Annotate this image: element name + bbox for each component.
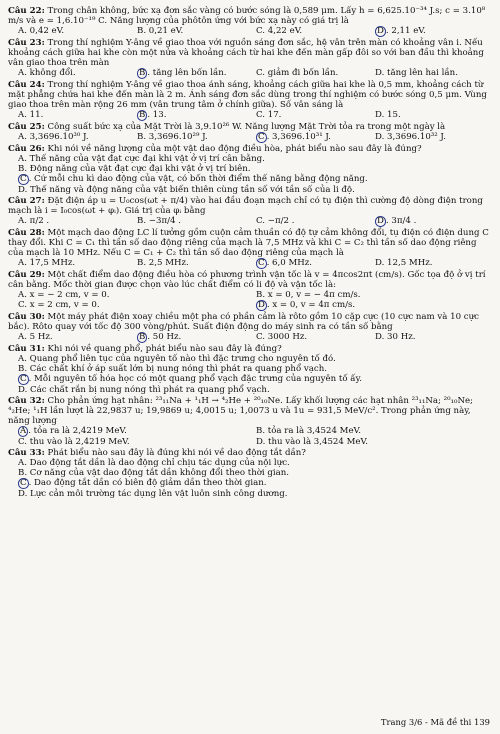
option-line [18, 174, 494, 185]
answer-option[interactable]: D . 3π/4 . [377, 216, 417, 227]
answer-option[interactable]: B. Động năng của vật đạt cực đại khi vật ở vị trí biên. [18, 163, 251, 174]
question-stem: Câu 26: Khi nói về năng lượng của một vật dao động điều hòa, phát biểu nào sau đây là đúng? [8, 143, 422, 154]
answer-option[interactable]: A. x = − 2 cm, v = 0. [18, 289, 110, 300]
option-letter: A [18, 68, 25, 79]
question-block [8, 448, 494, 499]
answer-option[interactable]: D. thu vào là 3,4524 MeV. [256, 436, 368, 447]
marked-answer-circle: C [258, 132, 265, 143]
option-letter: D [375, 258, 382, 269]
question-block [8, 80, 494, 121]
options-row [8, 132, 494, 143]
question-block [8, 122, 494, 143]
options-row [8, 332, 494, 343]
option-letter: D [18, 384, 25, 395]
option-letter: A [18, 458, 25, 469]
option-letter: B [18, 163, 25, 174]
answer-option[interactable]: A. không đổi. [18, 68, 76, 79]
page-footer: Trang 3/6 - Mã đề thi 139 [380, 717, 490, 728]
question-block [8, 196, 494, 227]
answer-option[interactable]: C. 17. [256, 110, 282, 121]
question-stem: Câu 31: Khi nói về quang phổ, phát biểu nào sau đây là đúng? [8, 343, 282, 354]
question-stem: Câu 25: Công suất bức xạ của Mặt Trời là 3,9.10²⁶ W. Năng lượng Mặt Trời tỏa ra trong một ngày là [8, 121, 446, 132]
option-letter: A [18, 331, 25, 342]
question-stem: Câu 29: Một chất điểm dao động điều hòa có phương trình vận tốc là v = 4πcos2πt (cm/s). Gốc tọa độ ở vị trí cân bằng. Mốc thời gian được chọn vào lúc chất điểm có li độ và vận tốc là: [8, 269, 486, 290]
option-letter: C [256, 68, 263, 79]
question-stem: Câu 30: Một máy phát điện xoay chiều một pha có phần cảm là rôto gồm 10 cặp cực (10 cực nam và 10 cực bắc). Rôto quay với tốc độ 300 vòng/phút. Suất điện động do máy sinh ra có tần số bằng [8, 311, 479, 332]
answer-option[interactable]: C. giảm đi bốn lần. [256, 68, 339, 79]
answer-option[interactable]: B . tăng lên bốn lần. [139, 68, 227, 79]
option-line [18, 385, 494, 395]
question-block [8, 396, 494, 447]
answer-option[interactable]: A. Dao động tắt dần là dao động chỉ chịu tác dụng của nội lực. [18, 458, 290, 469]
answer-option[interactable]: B . 13. [139, 110, 167, 121]
option-letter: A [18, 132, 25, 143]
option-letter: C [256, 331, 263, 342]
options-row [8, 258, 494, 269]
answer-option[interactable]: A . tỏa ra là 2,4219 MeV. [20, 426, 127, 437]
answer-option[interactable]: D. Các chất rắn bị nung nóng thì phát ra quang phổ vạch. [18, 384, 270, 395]
options-row [8, 68, 494, 79]
answer-option[interactable]: D . x = 0, v = 4π cm/s. [258, 300, 356, 311]
option-letter: A [18, 353, 25, 364]
question-stem: Câu 27: Đặt điện áp u = U₀cos(ωt + π/4) vào hai đầu đoạn mạch chỉ có tụ điện thì cường độ dòng điện trong mạch là i = I₀cos(ωt + φᵢ). Giá trị của φᵢ bằng [8, 195, 483, 216]
answer-option[interactable]: D. 3,3696.10³² J. [375, 132, 446, 143]
answer-option[interactable]: C . Cứ mỗi chu kì dao động của vật, có bốn thời điểm thế năng bằng động năng. [20, 174, 368, 185]
option-letter: C [256, 26, 263, 37]
option-letter: D [375, 68, 382, 79]
options-row [8, 26, 494, 37]
answer-option[interactable]: B. x = 0, v = − 4π cm/s. [256, 289, 361, 300]
question-stem: Câu 24: Trong thí nghiệm Y-âng về giao thoa ánh sáng, khoảng cách giữa hai khe là 0,5 mm, khoảng cách từ mặt phẳng chứa hai khe đến màn là 2 m. Ánh sáng đơn sắc dùng trong thí nghiệm có bước sóng 0,5 μm. Vùng giao thoa trên màn rộng 26 mm (vân trung tâm ở chính giữa). Số vân sáng là [8, 79, 487, 111]
answer-option[interactable]: A. 11. [18, 110, 44, 121]
option-letter: C [256, 110, 263, 121]
answer-option[interactable]: A. Thế năng của vật đạt cực đại khi vật ở vị trí cân bằng. [18, 153, 265, 164]
option-line [18, 468, 494, 478]
option-letter: B [137, 26, 144, 37]
question-block [8, 6, 494, 37]
question-stem: Câu 28: Một mạch dao động LC lí tưởng gồm cuộn cảm thuần có độ tự cảm không đổi, tụ điện có điện dung C thay đổi. Khi C = C₁ thì tần số dao động riêng của mạch là 7,5 MHz và khi C = C₂ thì tần số dao động riêng của mạch là 10 MHz. Nếu C = C₁ + C₂ thì tần số dao động riêng của mạch là [8, 227, 489, 258]
answer-option[interactable]: A. 17,5 MHz. [18, 258, 76, 269]
answer-option[interactable]: B. Cơ năng của vật dao động tắt dần không đổi theo thời gian. [18, 468, 290, 479]
option-letter: A [18, 110, 25, 121]
answer-option[interactable]: B. Các chất khí ở áp suất lớn bị nung nóng thì phát ra quang phổ vạch. [18, 363, 327, 374]
marked-answer-circle: D [258, 300, 265, 311]
answer-option[interactable]: C. −π/2 . [256, 216, 295, 227]
marked-answer-circle: B [139, 68, 146, 79]
answer-option[interactable]: D . 2,11 eV. [377, 26, 426, 37]
answer-option[interactable]: A. 3,3696.10³⁰ J. [18, 132, 89, 143]
answer-option[interactable]: C . Mỗi nguyên tố hóa học có một quang phổ vạch đặc trưng của nguyên tố ấy. [20, 374, 363, 384]
option-line [18, 354, 494, 364]
option-letter: A [18, 26, 25, 37]
question-block [8, 144, 494, 195]
question-list [8, 6, 494, 499]
question-stem: Câu 32: Cho phản ứng hạt nhân: ²³₁₁Na + ¹₁H → ⁴₂He + ²⁰₁₀Ne. Lấy khối lượng các hạt nhân ²³₁₁Na; ²⁰₁₀Ne; ⁴₂He; ¹₁H lần lượt là 22,9837 u; 19,9869 u; 4,0015 u; 1,0073 u và 1u = 931,5 MeV/c². Trong phản ứng này, năng lượng [8, 395, 473, 427]
answer-option[interactable]: A. Quang phổ liên tục của nguyên tố nào thì đặc trưng cho nguyên tố đó. [18, 353, 336, 364]
answer-option[interactable]: B . 50 Hz. [139, 331, 182, 342]
options-row [8, 300, 494, 311]
question-block [8, 312, 494, 343]
option-letter: D [375, 331, 382, 342]
answer-option[interactable]: D. Thế năng và động năng của vật biến thiên cùng tần số với tần số của li độ. [18, 184, 355, 195]
answer-option[interactable]: B. 2,5 MHz. [137, 258, 189, 269]
option-letter: B [18, 468, 25, 479]
answer-option[interactable]: B. −3π/4 . [137, 216, 181, 227]
question-stem: Câu 33: Phát biểu nào sau đây là đúng khi nói về dao động tắt dần? [8, 447, 306, 458]
answer-option[interactable]: D. 15. [375, 110, 401, 121]
answer-option[interactable]: C. 4,22 eV. [256, 26, 303, 37]
option-letter: B [18, 363, 25, 374]
option-letter: D [375, 110, 382, 121]
answer-option[interactable]: B. 3,3696.10²⁹ J. [137, 132, 208, 143]
answer-option[interactable]: B. 0,21 eV. [137, 26, 184, 37]
option-letter: C [18, 436, 25, 447]
marked-answer-circle: B [139, 110, 146, 121]
option-line [18, 185, 494, 195]
option-letter: D [18, 184, 25, 195]
answer-option[interactable]: C. thu vào là 2,4219 MeV. [18, 436, 130, 447]
options-row [8, 110, 494, 121]
option-letter: A [18, 153, 25, 164]
option-line [18, 489, 494, 499]
marked-answer-circle: A [20, 426, 27, 437]
option-letter: D [375, 132, 382, 143]
option-letter: B [256, 426, 263, 437]
option-letter: A [18, 258, 25, 269]
option-line [18, 374, 494, 385]
option-letter: C [18, 300, 25, 311]
options-row [8, 426, 494, 437]
question-block [8, 270, 494, 311]
option-letter: B [137, 258, 144, 269]
option-line [18, 478, 494, 489]
question-block [8, 344, 494, 395]
marked-answer-circle: C [258, 258, 265, 269]
answer-option[interactable]: D. 12,5 MHz. [375, 258, 433, 269]
marked-answer-circle: C [20, 174, 27, 185]
answer-option[interactable]: A. 0,42 eV. [18, 26, 65, 37]
option-letter: D [18, 488, 25, 499]
marked-answer-circle: D [377, 216, 384, 227]
marked-answer-circle: C [20, 478, 27, 489]
question-block [8, 228, 494, 269]
question-block [8, 38, 494, 79]
answer-option[interactable]: D. Lực cản môi trường tác dụng lên vật luôn sinh công dương. [18, 488, 288, 499]
answer-option[interactable]: D. 30 Hz. [375, 331, 416, 342]
answer-option[interactable]: C . Dao động tắt dần có biên độ giảm dần theo thời gian. [20, 478, 267, 489]
answer-option[interactable]: A. π/2 . [18, 216, 50, 227]
option-letter: B [256, 289, 263, 300]
question-stem: Câu 22: Trong chân không, bức xạ đơn sắc vàng có bước sóng là 0,589 μm. Lấy h = 6,625.10⁻³⁴ J.s; c = 3.10⁸ m/s và e = 1,6.10⁻¹⁹ C. Năng lượng của phôtôn ứng với bức xạ này có giá trị là [8, 6, 486, 27]
answer-option[interactable]: A. 5 Hz. [18, 331, 53, 342]
marked-answer-circle: B [139, 331, 146, 342]
answer-option[interactable]: C. x = 2 cm, v = 0. [18, 300, 100, 311]
option-letter: B [137, 132, 144, 143]
answer-option[interactable]: C. 3000 Hz. [256, 331, 308, 342]
option-letter: B [137, 216, 144, 227]
option-letter: D [256, 436, 263, 447]
question-stem: Câu 23: Trong thí nghiệm Y-âng về giao thoa với nguồn sáng đơn sắc, hệ vân trên màn có khoảng vân i. Nếu khoảng cách giữa hai khe còn một nửa và khoảng cách từ hai khe đến màn gấp đôi so với ban đầu thì khoảng vân giao thoa trên màn [8, 37, 484, 69]
option-letter: A [18, 216, 25, 227]
answer-option[interactable]: B. tỏa ra là 3,4524 MeV. [256, 426, 361, 437]
marked-answer-circle: D [377, 26, 384, 37]
answer-option[interactable]: C . 6,0 MHz. [258, 258, 312, 269]
option-line [18, 458, 494, 468]
option-line [18, 154, 494, 164]
option-line [18, 364, 494, 374]
option-line [18, 164, 494, 174]
option-letter: A [18, 289, 25, 300]
answer-option[interactable]: C . 3,3696.10³¹ J. [258, 132, 331, 143]
options-row [8, 290, 494, 300]
option-letter: C [256, 216, 263, 227]
answer-option[interactable]: D. tăng lên hai lần. [375, 68, 458, 79]
options-row [8, 437, 494, 447]
marked-answer-circle: C [20, 374, 27, 384]
options-row [8, 216, 494, 227]
